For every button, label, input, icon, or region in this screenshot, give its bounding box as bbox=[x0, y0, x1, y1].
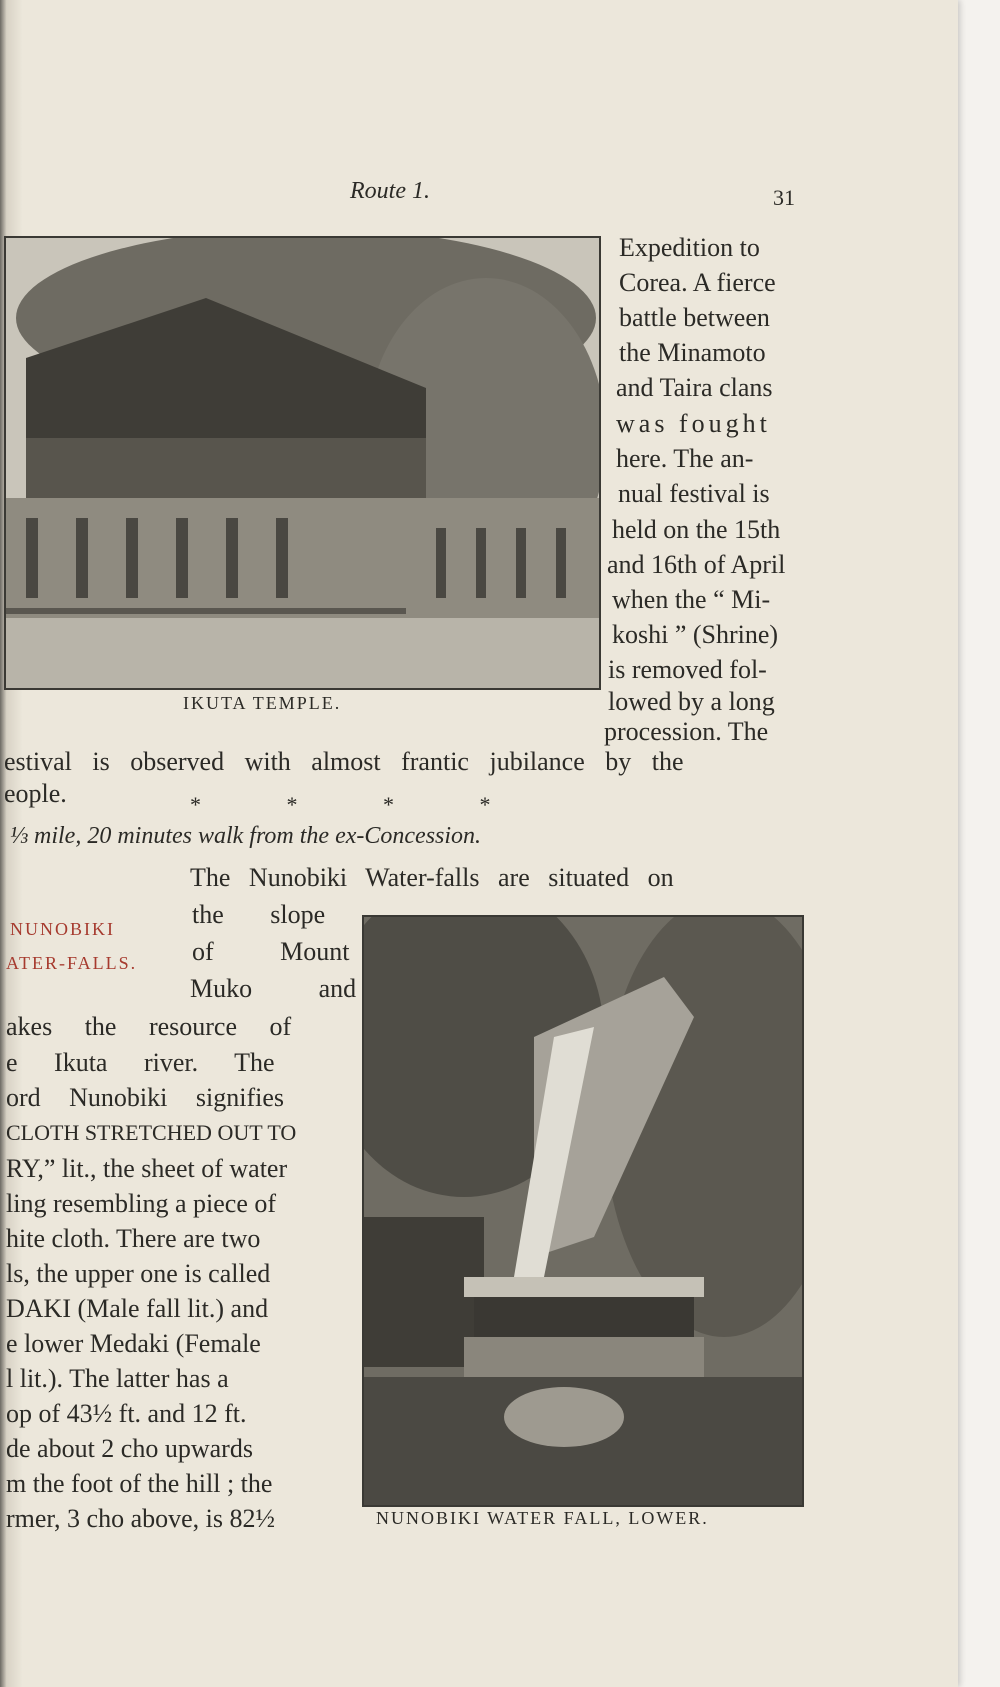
text-line: akes the resource of bbox=[6, 1012, 292, 1041]
text-line: DAKI (Male fall lit.) and bbox=[6, 1294, 269, 1323]
text-line: ling resembling a piece of bbox=[6, 1189, 277, 1218]
text-line: l lit.). The latter has a bbox=[6, 1364, 229, 1393]
text-line: and Taira clans bbox=[616, 373, 773, 402]
text-line: procession. The bbox=[604, 717, 769, 746]
text-line: Corea. A fierce bbox=[619, 268, 776, 297]
text-line: e lower Medaki (Female bbox=[6, 1329, 261, 1358]
text-line: is removed fol- bbox=[608, 655, 767, 684]
route-note: ⅓ mile, 20 minutes walk from the ex-Concession. bbox=[10, 823, 482, 849]
section-separator: * * * * bbox=[190, 792, 491, 817]
text-line: estival is observed with almost frantic jubilance by the bbox=[4, 747, 684, 776]
text-line: m the foot of the hill ; the bbox=[6, 1469, 273, 1498]
text-line: ord Nunobiki signifies bbox=[6, 1083, 284, 1112]
text-line: Expedition to bbox=[619, 233, 760, 262]
text-line: hite cloth. There are two bbox=[6, 1224, 261, 1253]
text-line: koshi ” (Shrine) bbox=[612, 620, 779, 649]
text-line: The Nunobiki Water-falls are situated on bbox=[190, 863, 674, 892]
text-line: here. The an- bbox=[616, 444, 754, 473]
text-line: CLOTH STRETCHED OUT TO bbox=[6, 1120, 297, 1145]
text-line: was fought bbox=[616, 409, 771, 438]
running-head: Route 1. bbox=[350, 178, 430, 204]
text-line: eople. bbox=[4, 779, 67, 808]
text-line: the slope bbox=[192, 900, 326, 929]
text-line: de about 2 cho upwards bbox=[6, 1434, 253, 1463]
text-line: the Minamoto bbox=[619, 338, 766, 367]
text-line: lowed by a long bbox=[608, 687, 775, 716]
ikuta-caption: IKUTA TEMPLE. bbox=[183, 693, 342, 713]
margin-note: NUNOBIKI bbox=[10, 919, 115, 939]
text-line: ls, the upper one is called bbox=[6, 1259, 271, 1288]
nunobiki-caption: NUNOBIKI WATER FALL, LOWER. bbox=[376, 1508, 709, 1528]
text-line: when the “ Mi- bbox=[612, 585, 771, 614]
text-line: Muko and bbox=[190, 974, 357, 1003]
text-line: op of 43½ ft. and 12 ft. bbox=[6, 1399, 247, 1428]
ikuta-temple-photo bbox=[4, 236, 601, 690]
text-line: e Ikuta river. The bbox=[6, 1048, 275, 1077]
page-number: 31 bbox=[773, 185, 795, 210]
text-line: nual festival is bbox=[618, 479, 770, 508]
text-line: and 16th of April bbox=[607, 550, 786, 579]
text-line: RY,” lit., the sheet of water bbox=[6, 1154, 288, 1183]
margin-note: ATER-FALLS. bbox=[6, 953, 138, 973]
text-line: of Mount bbox=[192, 937, 350, 966]
text-line: battle between bbox=[619, 303, 770, 332]
nunobiki-waterfall-photo bbox=[362, 915, 804, 1507]
text-line: held on the 15th bbox=[612, 515, 781, 544]
text-line: rmer, 3 cho above, is 82½ bbox=[6, 1504, 276, 1533]
